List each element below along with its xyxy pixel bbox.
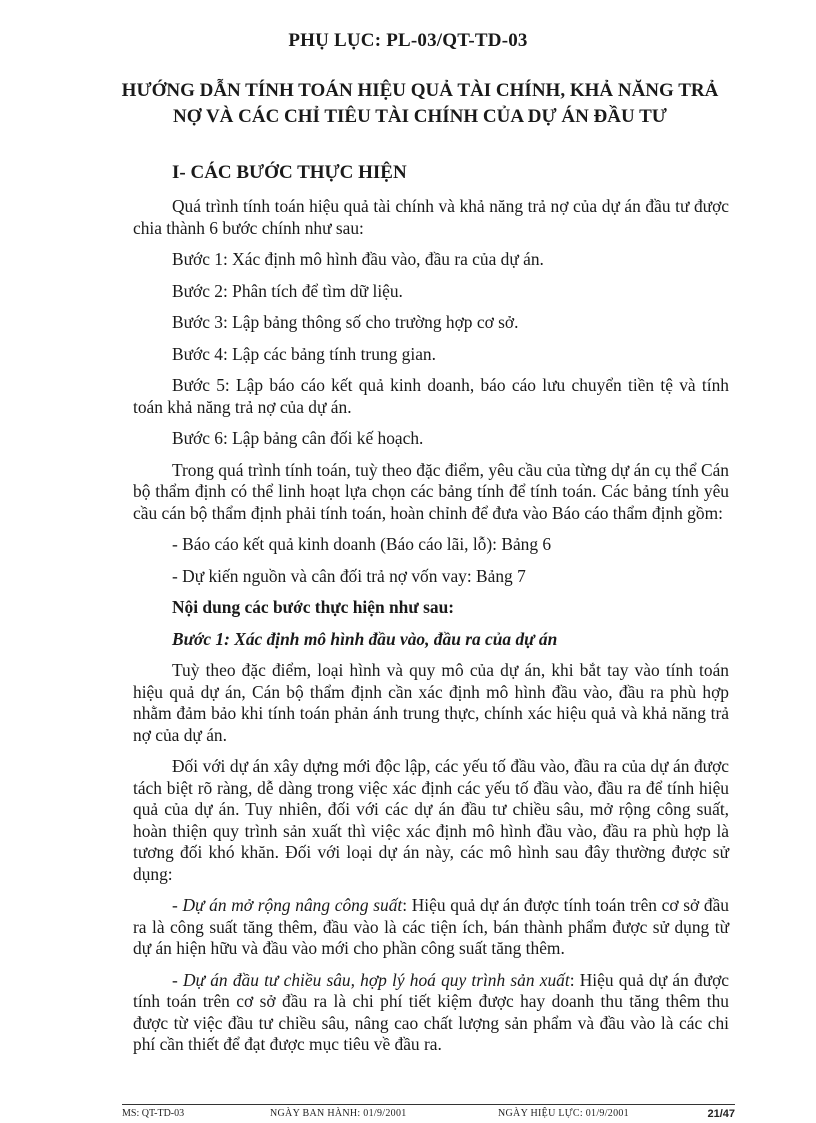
footer-document-code: MS: QT-TD-03: [122, 1108, 185, 1119]
step-item: Bước 6: Lập bảng cân đối kế hoạch.: [172, 428, 424, 448]
section-heading: I- CÁC BƯỚC THỰC HIỆN: [172, 162, 407, 183]
step1-paragraph: Tuỳ theo đặc điểm, loại hình và quy mô của dự án, khi bắt tay vào tính toán hiệu quả dự án, Cán bộ thẩm định cần xác định mô hình đầu vào, đầu ra phù hợp nhằm đảm bảo khi tính toán phản ánh trung thực, chính xác hiệu quả và khả năng trả nợ của dự án.: [133, 660, 729, 745]
footer-issue-date: NGÀY BAN HÀNH: 01/9/2001: [270, 1108, 407, 1119]
intro-paragraph: Quá trình tính toán hiệu quả tài chính và khả năng trả nợ của dự án đầu tư được chia thành 6 bước chính như sau:: [133, 196, 729, 238]
model-label: - Dự án mở rộng nâng công suất: [172, 895, 403, 915]
step1-paragraph: Đối với dự án xây dựng mới độc lập, các yếu tố đầu vào, đầu ra của dự án được tách biệt rõ ràng, dễ dàng trong việc xác định các yếu tố đầu vào, đầu ra để tính hiệu quả của dự án. Tuy nhiên, đối với các dự án đầu tư chiều sâu, mở rộng công suất, hoàn thiện quy trình sản xuất thì việc xác định mô hình đầu vào, đầu ra phù hợp là tương đối khó khăn. Đối với loại dự án này, các mô hình sau đây thường được sử dụng:: [133, 756, 729, 884]
process-note-paragraph: Trong quá trình tính toán, tuỳ theo đặc điểm, yêu cầu của từng dự án cụ thể Cán bộ thẩm định có thể linh hoạt lựa chọn các bảng tính để tính toán. Các bảng tính yêu cầu cán bộ thẩm định phải tính toán, hoàn chỉnh để đưa vào Báo cáo thẩm định gồm:: [133, 459, 729, 523]
step-item: Bước 3: Lập bảng thông số cho trường hợp cơ sở.: [172, 312, 519, 332]
step-item: Bước 5: Lập báo cáo kết quả kinh doanh, báo cáo lưu chuyển tiền tệ và tính toán khả năng trả nợ của dự án.: [133, 375, 729, 417]
model-paragraph: [133, 970, 729, 1056]
step-item: Bước 1: Xác định mô hình đầu vào, đầu ra của dự án.: [172, 249, 544, 269]
content-heading: Nội dung các bước thực hiện như sau:: [172, 597, 455, 617]
model-paragraph: [133, 895, 729, 960]
appendix-code: PHỤ LỤC: PL-03/QT-TD-03: [288, 30, 528, 51]
footer-page-number: 21/47: [707, 1108, 735, 1120]
model-label: - Dự án đầu tư chiều sâu, hợp lý hoá quy trình sản xuất: [172, 969, 570, 990]
required-table-item: - Báo cáo kết quả kinh doanh (Báo cáo lãi, lỗ): Bảng 6: [172, 534, 552, 554]
document-body: [133, 196, 729, 1066]
footer-effective-date: NGÀY HIỆU LỰC: 01/9/2001: [498, 1108, 629, 1119]
step1-heading: Bước 1: Xác định mô hình đầu vào, đầu ra của dự án: [172, 628, 558, 649]
footer-divider: [122, 1104, 735, 1105]
required-table-item: - Dự kiến nguồn và cân đối trả nợ vốn vay: Bảng 7: [172, 565, 526, 586]
step-item: Bước 2: Phân tích để tìm dữ liệu.: [172, 280, 403, 301]
model-text: : Hiệu quả dự án được tính toán trên cơ sở đầu ra là công suất tăng thêm, đầu vào là các tiện ích, bán thành phẩm được sử dụng từ dự án hiện hữu và đầu vào mới cho phần công suất tăng thêm.: [133, 895, 729, 958]
model-text: : Hiệu quả dự án được tính toán trên cơ sở đầu ra là chi phí tiết kiệm được hay doanh thu tăng thêm thu được từ việc đầu tư chiều sâu, nâng cao chất lượng sản phẩm và đầu vào là các chi phí cần thiết để đạt được mục tiêu về đầu ra.: [133, 969, 730, 1054]
step-item: Bước 4: Lập các bảng tính trung gian.: [172, 343, 436, 364]
document-title: HƯỚNG DẪN TÍNH TOÁN HIỆU QUẢ TÀI CHÍNH, KHẢ NĂNG TRẢ NỢ VÀ CÁC CHỈ TIÊU TÀI CHÍNH CỦA DỰ ÁN ĐẦU TƯ: [121, 80, 719, 127]
